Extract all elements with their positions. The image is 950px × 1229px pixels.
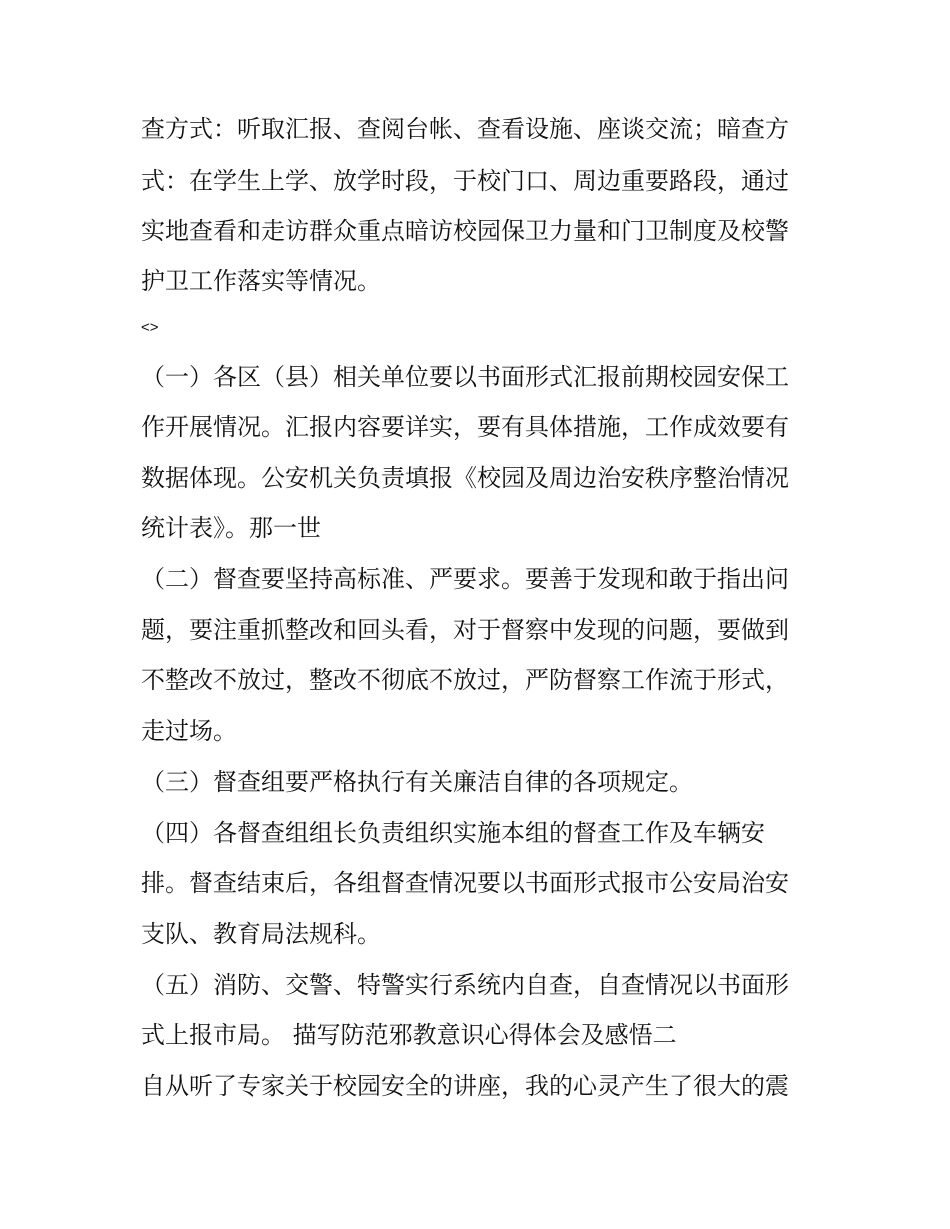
text-line: 统计表》。那一世 xyxy=(141,514,321,542)
text-line: 式：在学生上学、放学时段，于校门口、周边重要路段，通过 xyxy=(141,167,789,195)
text-line: 护卫工作落实等情况。 xyxy=(141,267,381,295)
text-line: 排。督查结束后，各组督查情况要以书面形式报市公安局治安 xyxy=(141,869,789,897)
text-line: 支队、教育局法规科。 xyxy=(141,920,381,948)
text-line: （二）督查要坚持高标准、严要求。要善于发现和敢于指出问 xyxy=(141,565,789,593)
text-line: 自从听了专家关于校园安全的讲座，我的心灵产生了很大的震 xyxy=(141,1072,789,1100)
text-line: 不整改不放过，整改不彻底不放过，严防督察工作流于形式， xyxy=(141,666,789,694)
text-line: 查方式：听取汇报、查阅台帐、查看设施、座谈交流；暗查方 xyxy=(141,115,789,143)
text-line: （五）消防、交警、特警实行系统内自查，自查情况以书面形 xyxy=(141,971,789,999)
text-line: 题，要注重抓整改和回头看，对于督察中发现的问题，要做到 xyxy=(141,616,789,644)
text-line: 作开展情况。汇报内容要详实，要有具体措施，工作成效要有 xyxy=(141,413,789,441)
placeholder-marker: <> xyxy=(141,319,159,336)
text-line: 实地查看和走访群众重点暗访校园保卫力量和门卫制度及校警 xyxy=(141,217,789,245)
text-line: （四）各督查组组长负责组织实施本组的督查工作及车辆安 xyxy=(141,819,765,847)
text-line: （一）各区（县）相关单位要以书面形式汇报前期校园安保工 xyxy=(141,363,789,391)
text-line: 走过场。 xyxy=(141,717,237,745)
text-line: 数据体现。公安机关负责填报《校园及周边治安秩序整治情况 xyxy=(141,464,789,492)
text-line: （三）督查组要严格执行有关廉洁自律的各项规定。 xyxy=(141,768,693,796)
text-line: 式上报市局。 描写防范邪教意识心得体会及感悟二 xyxy=(141,1021,677,1049)
